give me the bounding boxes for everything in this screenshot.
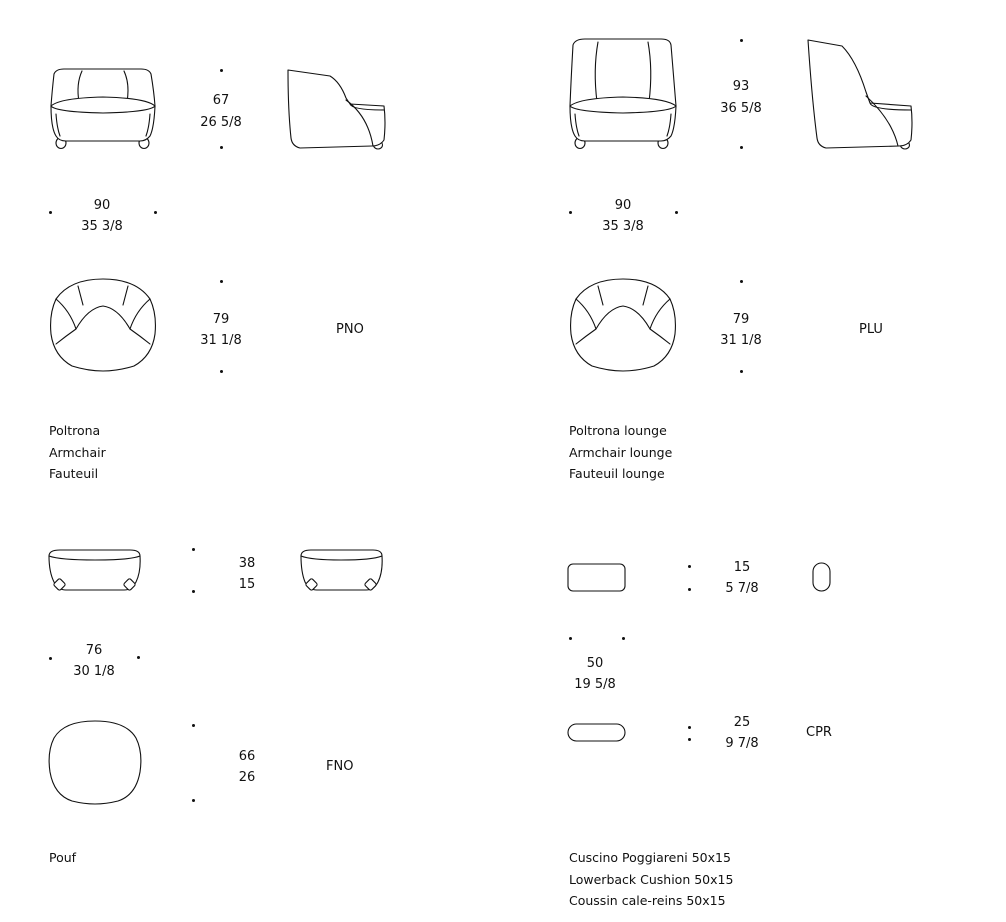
plu-width-marker-right <box>675 211 678 214</box>
plu-depth-cm: 79 <box>732 312 750 327</box>
pno-depth-marker-bottom <box>220 370 223 373</box>
plu-height-cm: 93 <box>732 79 750 94</box>
pno-height-label <box>186 93 256 130</box>
cpr-name-en: Lowerback Cushion 50x15 <box>569 871 734 887</box>
fno-side-view-drawing <box>301 550 382 591</box>
pno-width-marker-right <box>154 211 157 214</box>
pno-width-in: 35 3/8 <box>81 219 123 234</box>
fno-height-label <box>212 556 282 592</box>
cpr-front-view-drawing <box>568 564 625 591</box>
fno-width-label <box>59 643 129 679</box>
fno-front-view-drawing <box>49 550 140 591</box>
plu-side-view-drawing <box>808 40 912 149</box>
cpr-height-label <box>707 560 777 596</box>
plu-width-in: 35 3/8 <box>602 219 644 234</box>
cpr-depth-in: 9 7/8 <box>725 736 759 751</box>
pno-depth-cm: 79 <box>212 312 230 327</box>
fno-name-it: Pouf <box>49 850 77 865</box>
cpr-width-label <box>560 656 630 692</box>
pno-height-in: 26 5/8 <box>200 115 242 130</box>
plu-width-label <box>588 198 658 234</box>
pno-depth-label <box>186 312 256 348</box>
fno-width-cm: 76 <box>85 643 103 658</box>
plu-name-it: Poltrona lounge <box>569 423 667 438</box>
cpr-product-names <box>569 847 733 912</box>
plu-height-in: 36 5/8 <box>720 101 762 116</box>
fno-height-cm: 38 <box>238 556 256 571</box>
fno-depth-cm: 66 <box>238 749 256 764</box>
pno-width-label <box>67 198 137 234</box>
plu-height-marker-top <box>740 39 743 42</box>
cpr-depth-label <box>707 715 777 751</box>
fno-height-in: 15 <box>238 577 256 592</box>
cpr-width-in: 19 5/8 <box>574 677 616 692</box>
fno-width-marker-right <box>137 656 140 659</box>
cpr-side-view-drawing <box>813 563 830 591</box>
plu-product-code: PLU <box>859 322 883 337</box>
fno-top-view-drawing <box>49 721 141 804</box>
plu-width-marker-left <box>569 211 572 214</box>
pno-width-cm: 90 <box>93 198 111 213</box>
cpr-product-code: CPR <box>806 725 832 740</box>
cpr-depth-marker-top <box>688 726 691 729</box>
cpr-name-it: Cuscino Poggiareni 50x15 <box>569 850 731 865</box>
pno-height-cm: 67 <box>212 93 230 108</box>
pno-depth-marker-top <box>220 280 223 283</box>
pno-product-names <box>49 420 106 485</box>
cpr-height-marker-bottom <box>688 588 691 591</box>
cpr-depth-cm: 25 <box>733 715 751 730</box>
plu-product-names <box>569 420 672 485</box>
fno-depth-marker-bottom <box>192 799 195 802</box>
fno-product-code: FNO <box>326 759 354 774</box>
fno-width-marker-left <box>49 657 52 660</box>
cpr-width-cm: 50 <box>586 656 604 671</box>
cpr-width-marker-left <box>569 637 572 640</box>
plu-depth-marker-bottom <box>740 370 743 373</box>
fno-depth-in: 26 <box>238 770 256 785</box>
pno-front-view-drawing <box>51 69 155 149</box>
pno-side-view-drawing <box>288 70 385 149</box>
pno-product-code: PNO <box>336 322 364 337</box>
pno-top-view-drawing <box>51 279 156 371</box>
fno-height-marker-bottom <box>192 590 195 593</box>
fno-height-marker-top <box>192 548 195 551</box>
pno-width-marker-left <box>49 211 52 214</box>
plu-width-cm: 90 <box>614 198 632 213</box>
cpr-top-view-drawing <box>568 724 625 741</box>
cpr-name-fr: Coussin cale-reins 50x15 <box>569 893 726 908</box>
plu-depth-marker-top <box>740 280 743 283</box>
pno-name-en: Armchair <box>49 444 106 460</box>
fno-product-names <box>49 847 76 869</box>
plu-height-label <box>706 79 776 116</box>
plu-depth-label <box>706 312 776 348</box>
plu-name-fr: Fauteuil lounge <box>569 466 665 481</box>
pno-name-fr: Fauteuil <box>49 466 99 481</box>
cpr-height-marker-top <box>688 565 691 568</box>
cpr-depth-marker-bottom <box>688 738 691 741</box>
pno-depth-in: 31 1/8 <box>200 333 242 348</box>
cpr-height-cm: 15 <box>733 560 751 575</box>
pno-height-marker-top <box>220 69 223 72</box>
fno-depth-label <box>212 749 282 785</box>
plu-top-view-drawing <box>571 279 676 371</box>
fno-depth-marker-top <box>192 724 195 727</box>
pno-name-it: Poltrona <box>49 423 101 438</box>
cpr-width-marker-right <box>622 637 625 640</box>
plu-name-en: Armchair lounge <box>569 444 673 460</box>
cpr-height-in: 5 7/8 <box>725 581 759 596</box>
plu-depth-in: 31 1/8 <box>720 333 762 348</box>
plu-height-marker-bottom <box>740 146 743 149</box>
fno-width-in: 30 1/8 <box>73 664 115 679</box>
pno-height-marker-bottom <box>220 146 223 149</box>
plu-front-view-drawing <box>570 39 676 149</box>
